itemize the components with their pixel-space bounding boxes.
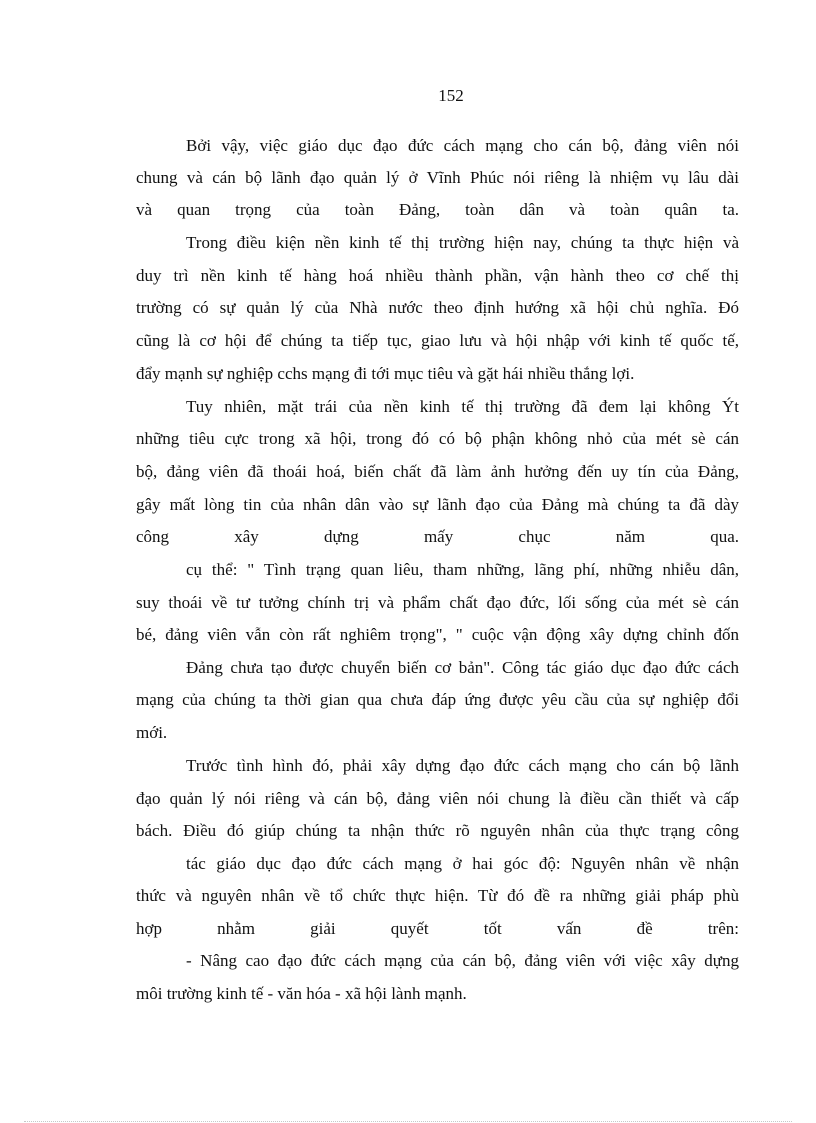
text-line: hợp nhằm giải quyết tốt vấn đề trên: bbox=[136, 919, 739, 938]
text-line: mạng của chúng ta thời gian qua chưa đáp ứng được yêu cầu của sự nghiệp đổi bbox=[136, 690, 739, 709]
text-line: đạo quản lý nói riêng và cán bộ, đảng viên nói chung là điều cần thiết và cấp bbox=[136, 789, 739, 808]
text-line: tác giáo dục đạo đức cách mạng ở hai góc độ: Nguyên nhân về nhận bbox=[186, 854, 739, 873]
text-line: chung và cán bộ lãnh đạo quản lý ở Vĩnh Phúc nói riêng là nhiệm vụ lâu dài bbox=[136, 168, 739, 187]
text-line: suy thoái về tư tưởng chính trị và phẩm chất đạo đức, lối sống của mét sè cán bbox=[136, 593, 739, 612]
text-line: đẩy mạnh sự nghiệp cchs mạng đi tới mục tiêu và gặt hái nhiều thắng lợi. bbox=[136, 364, 635, 383]
text-line: cũng là cơ hội để chúng ta tiếp tục, giao lưu và hội nhập với kinh tế quốc tế, bbox=[136, 331, 739, 350]
text-line: môi trường kinh tế - văn hóa - xã hội lành mạnh. bbox=[136, 984, 467, 1003]
text-line: những tiêu cực trong xã hội, trong đó có bộ phận không nhỏ của mét sè cán bbox=[136, 429, 739, 448]
text-line: mới. bbox=[136, 723, 168, 742]
text-line: Đảng chưa tạo được chuyển biến cơ bản". Công tác giáo dục đạo đức cách bbox=[186, 658, 739, 677]
text-line: gây mất lòng tin của nhân dân vào sự lãnh đạo của Đảng mà chúng ta đã dày bbox=[136, 495, 739, 514]
text-line: Tuy nhiên, mặt trái của nền kinh tế thị trường đã đem lại không Ýt bbox=[186, 397, 739, 416]
text-line: bộ, đảng viên đã thoái hoá, biến chất đã làm ảnh hưởng đến uy tín của Đảng, bbox=[136, 462, 739, 481]
text-line: và quan trọng của toàn Đảng, toàn dân và toàn quân ta. bbox=[136, 200, 739, 219]
text-line: Bởi vậy, việc giáo dục đạo đức cách mạng cho cán bộ, đảng viên nói bbox=[186, 136, 739, 155]
text-line: trường có sự quản lý của Nhà nước theo định hướng xã hội chủ nghĩa. Đó bbox=[136, 298, 739, 317]
text-line: Trước tình hình đó, phải xây dựng đạo đức cách mạng cho cán bộ lãnh bbox=[186, 756, 739, 775]
text-line: công xây dựng mấy chục năm qua. bbox=[136, 527, 739, 546]
text-line: bé, đảng viên vẫn còn rất nghiêm trọng", " cuộc vận động xây dựng chỉnh đốn bbox=[136, 625, 739, 644]
text-line: - Nâng cao đạo đức cách mạng của cán bộ, đảng viên với việc xây dựng bbox=[186, 951, 739, 970]
text-line: thức và nguyên nhân về tổ chức thực hiện. Từ đó đề ra những giải pháp phù bbox=[136, 886, 739, 905]
text-line: Trong điều kiện nền kinh tế thị trường hiện nay, chúng ta thực hiện và bbox=[186, 233, 739, 252]
text-line: duy trì nền kinh tế hàng hoá nhiều thành phần, vận hành theo cơ chế thị bbox=[136, 266, 739, 285]
text-line: cụ thể: " Tình trạng quan liêu, tham những, lãng phí, những nhiễu dân, bbox=[186, 560, 739, 579]
text-line: bách. Điều đó giúp chúng ta nhận thức rõ nguyên nhân của thực trạng công bbox=[136, 821, 739, 840]
page-number: 152 bbox=[438, 86, 464, 105]
page-bottom-rule bbox=[24, 1121, 792, 1122]
